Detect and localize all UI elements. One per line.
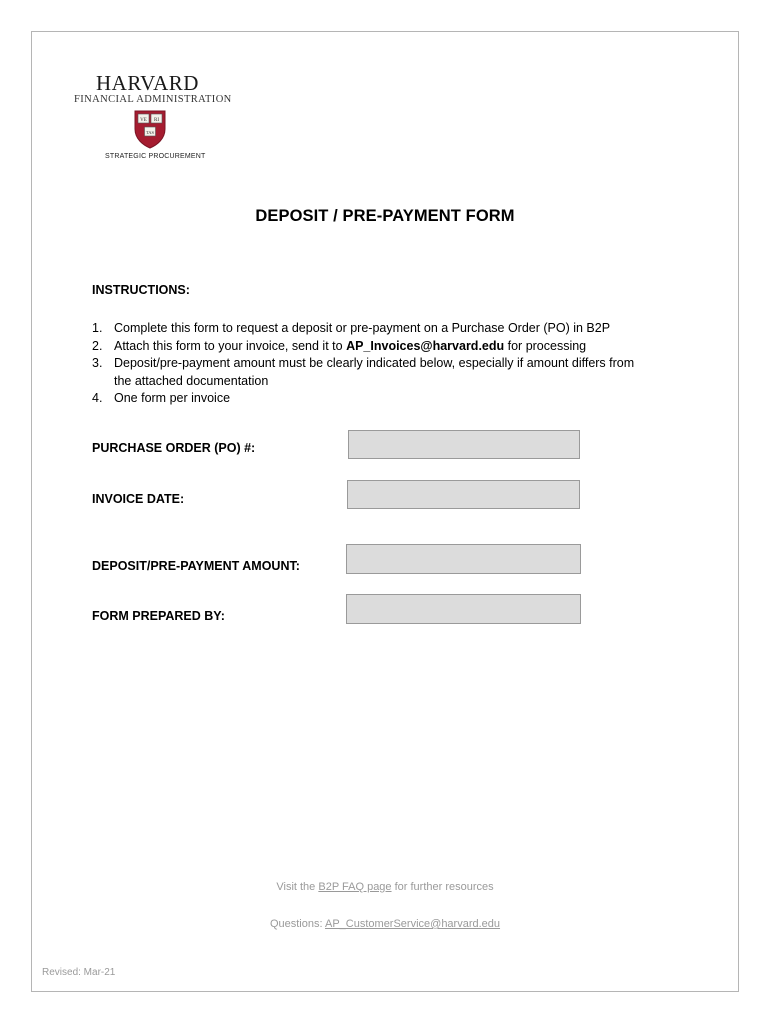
- customer-service-email-link[interactable]: AP_CustomerService@harvard.edu: [325, 918, 501, 930]
- logo-title: HARVARD: [96, 71, 199, 95]
- list-text-before: Attach this form to your invoice, send it to: [114, 338, 347, 353]
- po-number-label: PURCHASE ORDER (PO) #:: [92, 441, 256, 455]
- list-item: [92, 338, 652, 356]
- list-text: Complete this form to request a deposit or pre-payment on a Purchase Order (PO) in B2P: [114, 321, 611, 335]
- list-item: [92, 390, 652, 408]
- instructions-heading: INSTRUCTIONS:: [92, 283, 190, 297]
- po-number-field[interactable]: [348, 430, 580, 459]
- prepared-by-label: FORM PREPARED BY:: [92, 609, 225, 623]
- invoice-date-field[interactable]: [347, 480, 580, 509]
- invoice-date-label: INVOICE DATE:: [92, 492, 185, 506]
- list-number: 4.: [92, 391, 103, 405]
- faq-line: [0, 881, 770, 893]
- list-number: 3.: [92, 356, 103, 370]
- shield-text-1: VE: [140, 118, 147, 123]
- amount-label: DEPOSIT/PRE-PAYMENT AMOUNT:: [92, 559, 300, 573]
- list-item: [92, 320, 652, 338]
- b2p-faq-link[interactable]: B2P FAQ page: [318, 881, 392, 893]
- document-page: [31, 31, 739, 992]
- list-number: 1.: [92, 321, 103, 335]
- logo-procurement: STRATEGIC PROCUREMENT: [105, 153, 206, 160]
- amount-field[interactable]: [346, 544, 581, 574]
- faq-text-before: Visit the: [276, 881, 319, 893]
- list-text: One form per invoice: [114, 391, 231, 405]
- list-item: [92, 355, 652, 390]
- ap-invoices-email: AP_Invoices@harvard.edu: [346, 338, 505, 353]
- questions-line: [0, 918, 770, 930]
- list-text-after: for processing: [504, 338, 587, 353]
- faq-text-after: for further resources: [391, 881, 494, 893]
- shield-text-3: TAS: [145, 130, 155, 135]
- shield-text-2: RI: [154, 118, 159, 123]
- instructions-list: [92, 320, 652, 408]
- prepared-by-field[interactable]: [346, 594, 581, 624]
- list-text: Deposit/pre-payment amount must be clearly indicated below, especially if amount differs from the attached documentation: [114, 356, 635, 388]
- form-title: DEPOSIT / PRE-PAYMENT FORM: [255, 207, 515, 225]
- revised-date: Revised: Mar-21: [42, 967, 116, 978]
- questions-text: Questions:: [269, 918, 325, 930]
- logo-subtitle: FINANCIAL ADMINISTRATION: [74, 94, 232, 105]
- list-text: [114, 338, 652, 356]
- harvard-shield-icon: [133, 109, 167, 149]
- list-number: 2.: [92, 338, 103, 353]
